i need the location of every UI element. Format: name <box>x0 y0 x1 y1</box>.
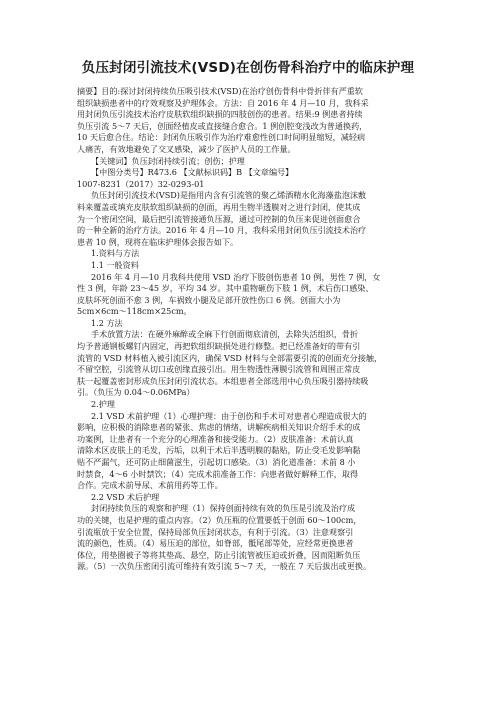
body-line: 负压封闭引流技术(VSD)是指用内含有引流管的聚乙烯酒精水化海藻盐泡沫敷 <box>91 190 367 201</box>
body-line: 2016 年 4 月—10 月我科共使用 VSD 治疗下肢创伤患者 10 例，男性 7 例，女 <box>91 271 381 282</box>
abstract-line: 人痛苦，有效地避免了交叉感染，减少了医护人员的工作量。 <box>77 143 296 154</box>
body-line: 贴不严漏气，还可防止细菌滋生，引起切口感染。（3）消化道准备：术前 8 小 <box>77 457 356 467</box>
section-heading: 2.护理 <box>91 399 115 410</box>
keywords-line: 【关键词】负压封闭持续引流；创伤；护理 <box>91 155 245 166</box>
body-line: 均予普通钢板螺钉内固定，再把软组织缺损处进行修整。把已经准备好的带有引 <box>77 341 361 352</box>
body-line: 5cm×6cm～118cm×25cm。 <box>77 306 192 317</box>
body-line: 流管的 VSD 材料植入被引流区内，确保 VSD 材料与全部需要引流的创面充分接触， <box>77 352 383 363</box>
body-line: 患者 10 例，现将在临床护理体会报告如下。 <box>77 236 239 247</box>
body-line: 为一个密闭空间，最后把引流管接通负压源，通过可控制的负压来促进创面愈合 <box>77 213 361 224</box>
subsection-heading: 1.1 一般资料 <box>91 259 139 270</box>
paper-title: 负压封闭引流技术(VSD)在创伤骨科治疗中的临床护理 <box>81 60 415 76</box>
body-line: 引。（负压为 0.04～0.06MPa） <box>77 387 195 398</box>
body-line: 功的关键，也是护理的重点内容。（2）负压瓶的位置要低于创面 60～100cm， <box>77 514 362 525</box>
body-line: 源。（5）一次负压密闭引流可维持有效引流 5～7 天，一般在 7 天后拔出或更换。 <box>77 561 371 572</box>
paper-body <box>77 86 422 573</box>
body-line: 料来覆盖或填充皮肤软组织缺损的创面，再用生物半透膜对之进行封闭，使其成 <box>77 201 361 212</box>
body-line: 肤一起覆盖密封形成负压封闭引流状态。本组患者全部选用中心负压吸引器持续吸 <box>77 375 369 386</box>
body-line: 体位，用垫圈被子等将其垫高、悬空，防止引流管被压迫或折叠，因而阻断负压 <box>77 549 361 560</box>
body-line: 功案例，让患者有一个充分的心理准备和接受能力。（2）皮肤准备：术前认真 <box>77 433 354 444</box>
body-line: 皮肤坏死创面不愈 3 例，车祸致小腿及足部开放性伤口 6 例。创面大小为 <box>77 294 341 305</box>
body-line: 清除术区皮肤上的毛发，污垢，以利于术后半透明膜的黏贴，防止受毛发影响黏 <box>77 445 361 456</box>
abstract-line: 摘要】目的:探讨封闭持续负压吸引技术(VSD)在治疗创伤骨科中骨折伴有严重软 <box>77 86 363 96</box>
classification-line: 【中图分类号】R473.6 【文献标识码】B 【文章编号】 <box>91 167 294 178</box>
subsection-heading: 1.2 方法 <box>91 317 123 328</box>
article-number-line: 1007-8231（2017）32-0293-01 <box>77 178 205 189</box>
body-line: 流的颜色，性质。（4）易压迫的部位，如脊部，骶尾部等处，应经常更换患者 <box>77 538 354 549</box>
abstract-line: 用封闭负压引流技术治疗皮肤软组织缺损的四肢创伤的患者。结果:9 例患者持续 <box>77 109 363 120</box>
abstract-line: 组织缺损患者中的疗效观察及护理体会。方法：自 2016 年 4 月—10 月，我科采 <box>77 97 369 108</box>
body-line: 时禁食，4～6 小时禁饮；（4）完成术前准备工作：向患者做好解释工作，取得 <box>77 468 359 479</box>
body-line: 2.1 VSD 术前护理（1）心理护理：由于创伤和手术可对患者心理造成很大的 <box>91 410 367 421</box>
body-line: 的一种全新的治疗方法。2016 年 4 月—10 月，我科采用封闭负压引流技术治疗 <box>77 225 367 236</box>
body-line: 不留空腔，引流管从切口或创缘直接引出。用生物透性薄膜引流管和周围正常皮 <box>77 364 361 375</box>
abstract-line: 负压引流 5～7 天后，创面经植皮或直接缝合愈合。1 例创腔变浅改为普通换药， <box>77 120 368 131</box>
body-line: 封闭持续负压的观察和护理（1）保持创面持续有效的负压是引流及治疗成 <box>91 503 356 514</box>
subsection-heading: 2.2 VSD 术后护理 <box>91 491 160 502</box>
abstract-line: 10 天后愈合住。结论：封闭负压吸引作为治疗难愈性创口时间明显缩短，减轻病 <box>77 132 366 143</box>
body-line: 引流瓶放于安全位置，保持局部负压封闭状态，有利于引流。（3）注意观察引 <box>77 526 354 537</box>
section-heading: 1.资料与方法 <box>91 248 140 259</box>
body-line: 手术放置方法：在硬外麻醉或全麻下行创面彻底清创，去除失活组织，骨折 <box>91 329 359 340</box>
body-line: 合作。完成术前导尿、术前用药等工作。 <box>77 480 223 491</box>
body-line: 性 3 例，年龄 23～45 岁，平均 34 岁。其中重物砸伤下肢 1 例，术后伤口感染、 <box>77 283 374 294</box>
body-line: 影响，应积极的消除患者的紧张、焦虑的情绪，讲解疾病相关知识介绍手术的成 <box>77 422 361 433</box>
